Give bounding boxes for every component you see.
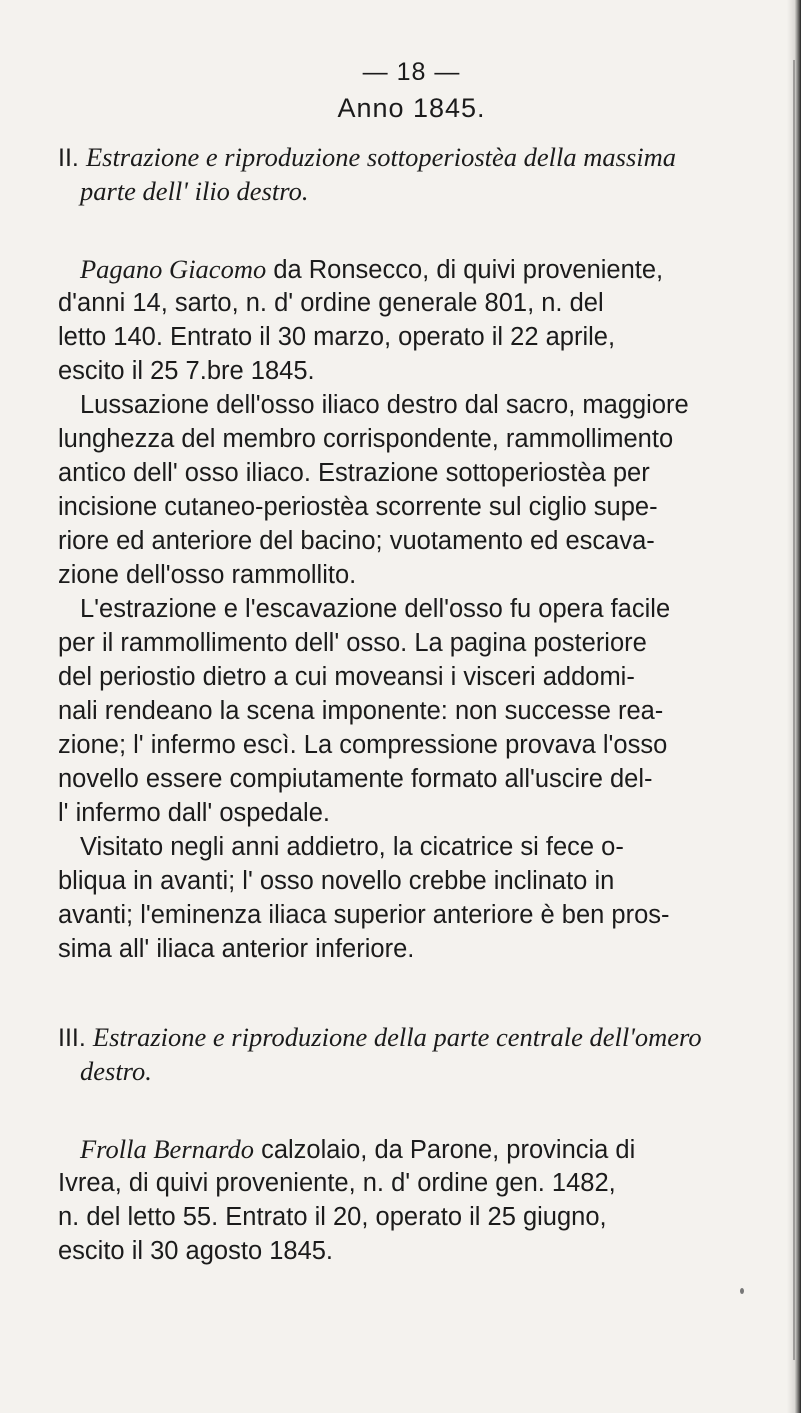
p2-line: per il rammollimento dell' osso. La pagina posteriore [58,629,647,657]
p1-line: antico dell' osso iliaco. Estrazione sottoperiostèa per [58,459,650,487]
section-iii-case [58,1132,768,1268]
section-ii-title-line2: parte dell' ilio destro. [80,176,309,206]
p2-line: L'estrazione e l'escavazione dell'osso fu opera facile [80,595,671,623]
case-iii-line1: calzolaio, da Parone, provincia di [261,1136,636,1164]
p1-line: riore ed anteriore del bacino; vuotamento ed escava- [58,527,655,555]
p3-line: sima all' iliaca anterior inferiore. [58,935,415,963]
case-iii-line4: escito il 30 agosto 1845. [58,1237,334,1265]
p3-line: bliqua in avanti; l' osso novello crebbe inclinato in [58,867,615,895]
p2-line: zione; l' infermo escì. La compressione provava l'osso [58,731,668,759]
case-ii-line3: letto 140. Entrato il 30 marzo, operato il 22 aprile, [58,323,616,351]
p1-line: incisione cutaneo-periostèa scorrente sul ciglio supe- [58,493,658,521]
section-iii-title-line2: destro. [80,1056,152,1086]
page-number: — 18 — [362,58,461,86]
p3-line: avanti; l'eminenza iliaca superior anteriore è ben pros- [58,901,670,929]
paragraph-1 [58,388,768,592]
case-ii-line2: d'anni 14, sarto, n. d' ordine generale 801, n. del [58,289,604,317]
paragraph-2 [58,592,768,830]
section-iii-title-line1: Estrazione e riproduzione della parte centrale dell'omero [92,1022,702,1052]
p2-line: del periostio dietro a cui moveansi i visceri addomi- [58,663,635,691]
patient-name-frolla: Frolla Bernardo [80,1134,254,1164]
p3-line: Visitato negli anni addietro, la cicatrice si fece o- [80,833,624,861]
p1-line: lunghezza del membro corrispondente, rammollimento [58,425,674,453]
case-iii-line3: n. del letto 55. Entrato il 20, operato il 25 giugno, [58,1203,607,1231]
p1-line: zione dell'osso rammollito. [58,561,357,589]
case-ii-line4: escito il 25 7.bre 1845. [58,357,315,385]
section-iii-numeral: III. [58,1024,86,1052]
section-ii-numeral: II. [58,144,79,172]
p2-line: nali rendeano la scena imponente: non successe rea- [58,697,664,725]
patient-name-pagano: Pagano Giacomo [80,254,267,284]
paragraph-3 [58,830,768,966]
p2-line: l' infermo dall' ospedale. [58,799,330,827]
year-title: Anno 1845. [337,93,486,123]
case-iii-line2: Ivrea, di quivi proveniente, n. d' ordine gen. 1482, [58,1169,616,1197]
p2-line: novello essere compiutamente formato all'uscire del- [58,765,653,793]
section-iii-heading [58,1020,768,1088]
section-ii-case [58,252,768,388]
section-ii-heading [58,140,768,208]
section-ii-title-line1: Estrazione e riproduzione sottoperiostèa della massima [85,142,677,172]
paper-speck [740,1288,744,1294]
page-edge-shadow [787,0,801,1413]
p1-line: Lussazione dell'osso iliaco destro dal sacro, maggiore [80,391,689,419]
case-ii-line1: da Ronsecco, di quivi proveniente, [273,256,664,284]
